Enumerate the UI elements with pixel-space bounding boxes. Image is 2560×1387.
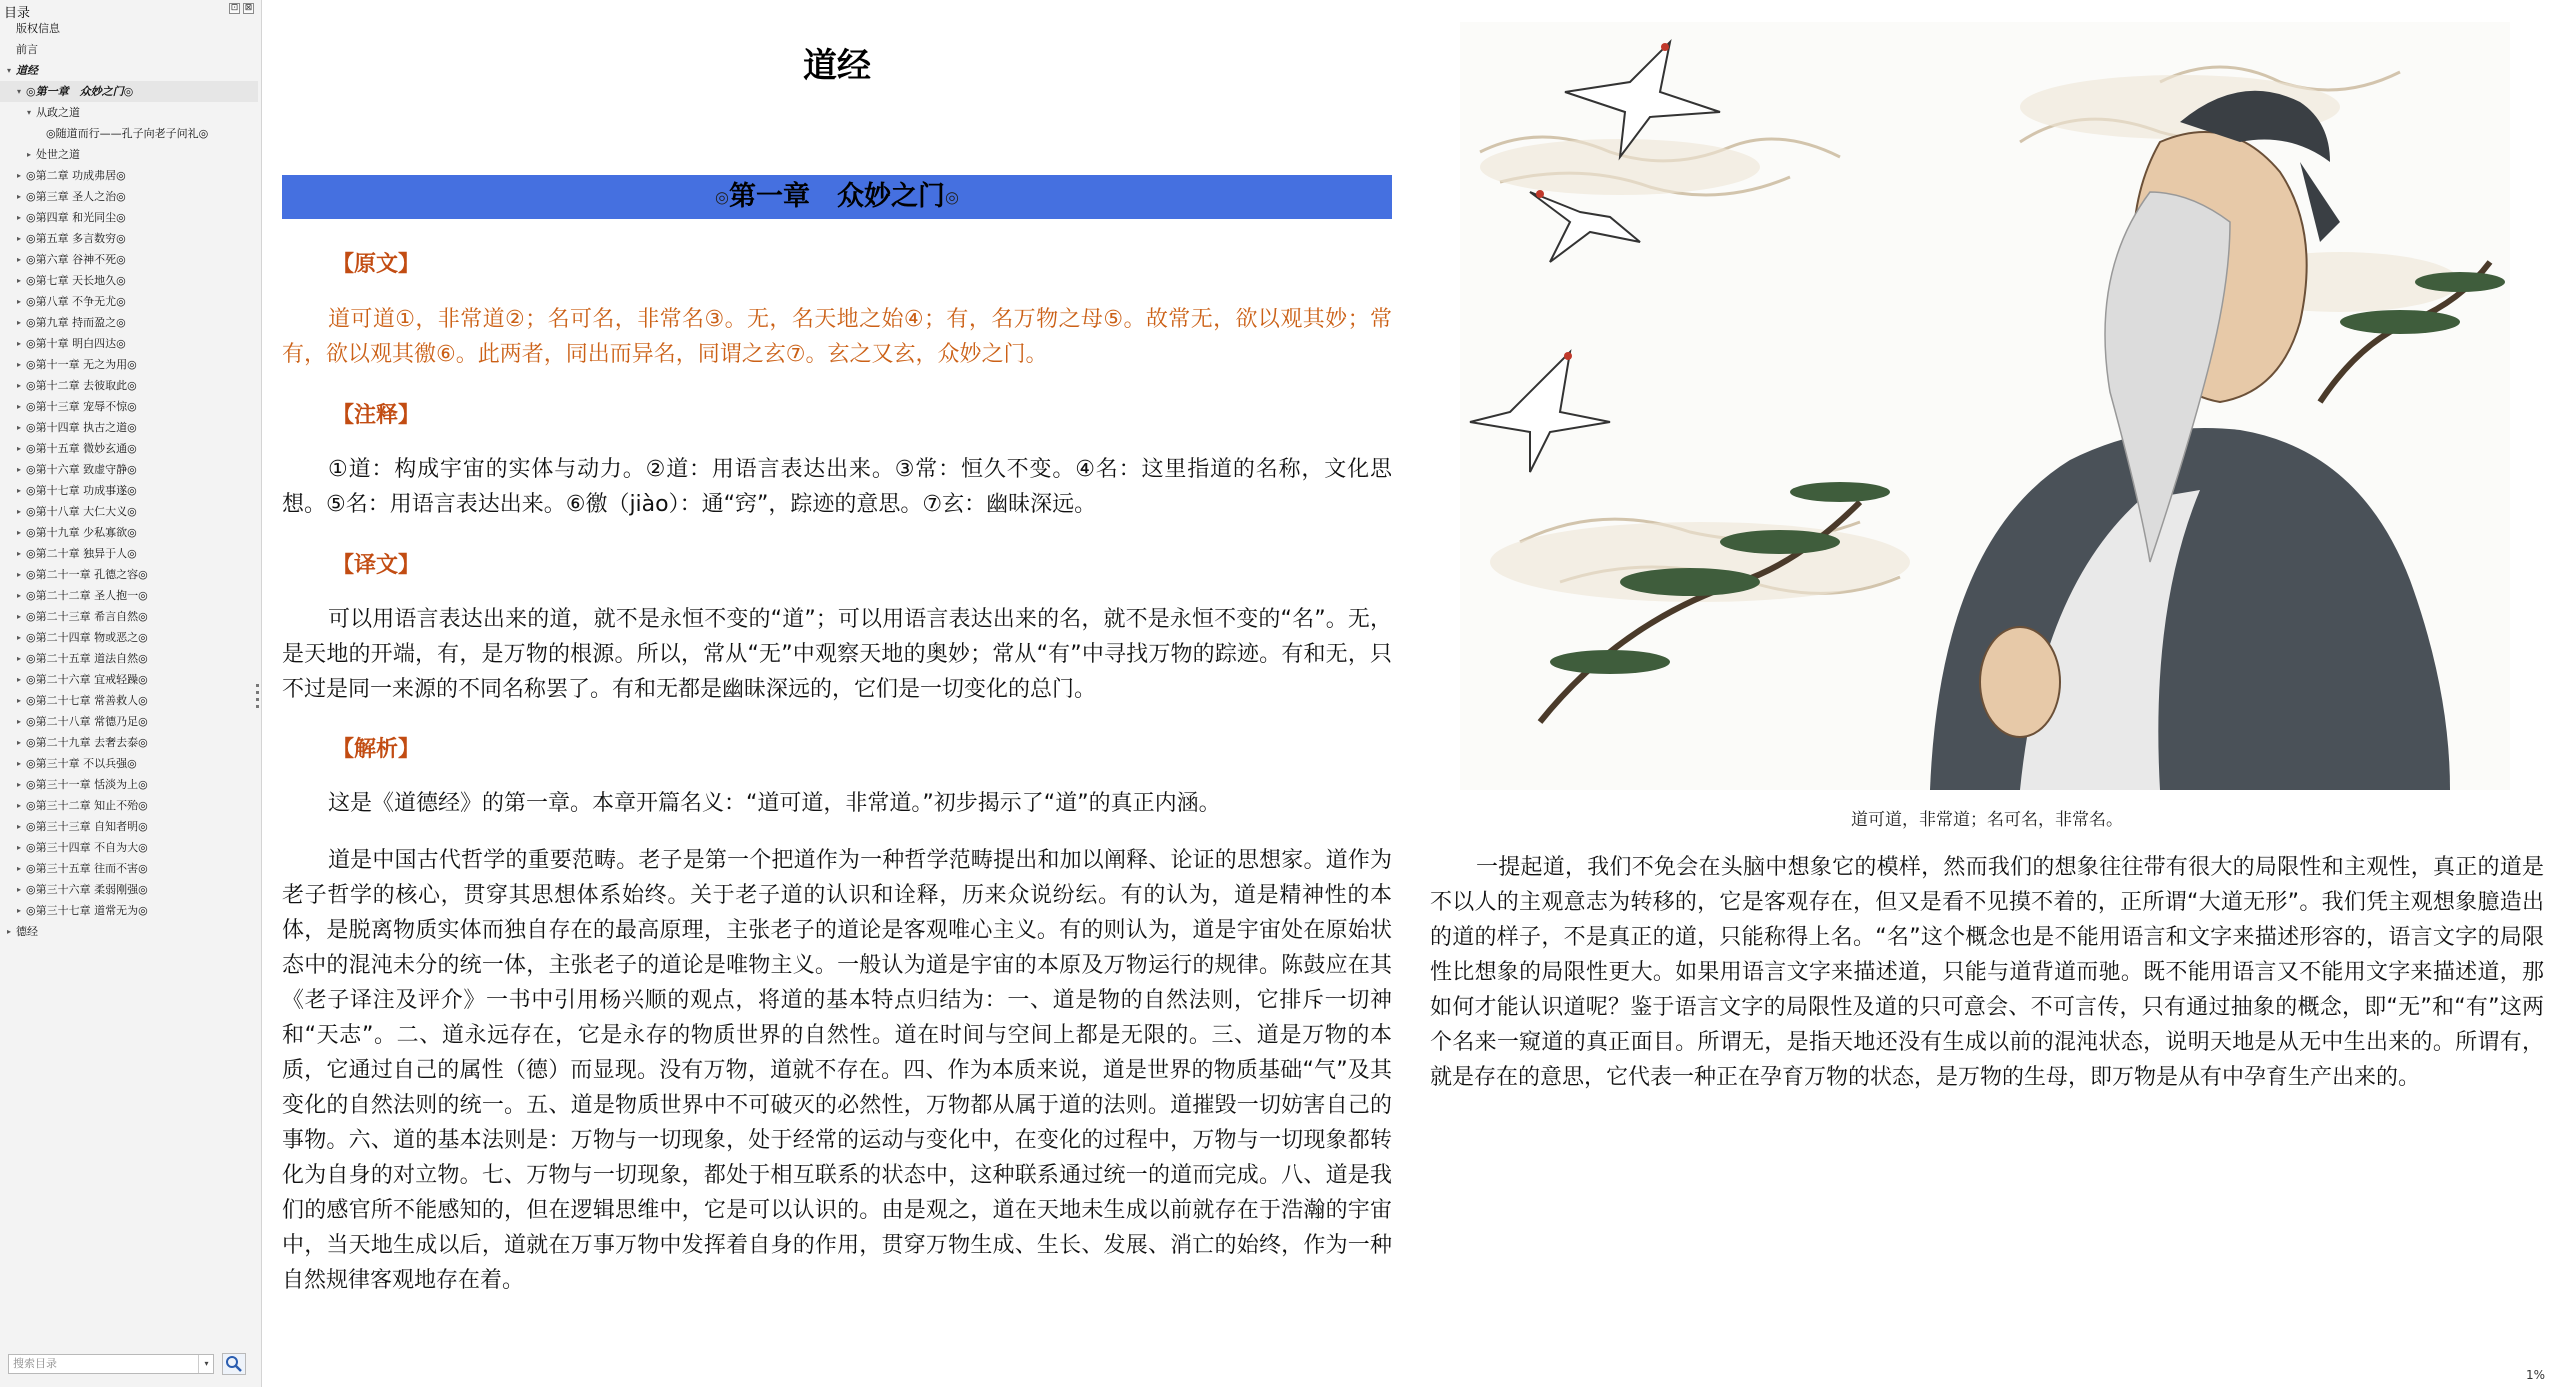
collapse-arrow-icon[interactable]: ▸ (16, 675, 21, 684)
toc-item[interactable] (0, 564, 258, 585)
toc-item-label: ◎第三十六章 柔弱刚强◎ (26, 883, 148, 896)
toc-item-label: 从政之道 (36, 106, 80, 119)
toc-item-label: ◎第八章 不争无尤◎ (26, 295, 126, 308)
collapse-arrow-icon[interactable]: ▸ (16, 780, 21, 789)
collapse-arrow-icon[interactable]: ▸ (16, 213, 21, 222)
toc-item-label: ◎第十三章 宠辱不惊◎ (26, 400, 137, 413)
original-text: 道可道①，非常道②；名可名，非常名③。无，名天地之始④；有，名万物之母⑤。故常无，欲以观其妙；常有，欲以观其徼⑥。此两者，同出而异名，同谓之玄⑦。玄之又玄，众妙之门。 (282, 307, 1392, 367)
collapse-arrow-icon[interactable]: ▸ (16, 801, 21, 810)
toc-item[interactable] (0, 879, 258, 900)
toc-item[interactable] (0, 312, 258, 333)
toc-item[interactable] (0, 837, 258, 858)
toc-tree (0, 18, 258, 942)
toc-item[interactable] (0, 60, 258, 81)
toc-item-label: ◎第九章 持而盈之◎ (26, 316, 126, 329)
toc-item[interactable] (0, 165, 258, 186)
analysis-paragraph-1: 这是《道德经》的第一章。本章开篇名义：“道可道，非常道。”初步揭示了“道”的真正内涵。 (328, 791, 1221, 816)
toc-item[interactable] (0, 711, 258, 732)
collapse-arrow-icon[interactable]: ▸ (6, 927, 11, 936)
toc-item-label: ◎第十八章 大仁大义◎ (26, 505, 137, 518)
toc-item-label: ◎第三十四章 不自为大◎ (26, 841, 148, 854)
toc-search-input[interactable]: 搜索目录 (8, 1354, 214, 1374)
collapse-arrow-icon[interactable]: ▸ (16, 696, 21, 705)
collapse-arrow-icon[interactable]: ▸ (16, 570, 21, 579)
toc-item[interactable] (0, 354, 258, 375)
collapse-arrow-icon[interactable]: ▸ (16, 402, 21, 411)
toc-item-label: 德经 (16, 925, 38, 938)
toc-item[interactable] (0, 39, 258, 60)
toc-item[interactable] (0, 81, 258, 102)
toc-item-label: ◎第三章 圣人之治◎ (26, 190, 126, 203)
collapse-arrow-icon[interactable]: ▸ (16, 507, 21, 516)
toc-item-label: ◎第十六章 致虚守静◎ (26, 463, 137, 476)
collapse-arrow-icon[interactable]: ▸ (16, 276, 21, 285)
toc-item-label: ◎第十九章 少私寡欲◎ (26, 526, 137, 539)
collapse-arrow-icon[interactable]: ▸ (16, 339, 21, 348)
search-icon (223, 1354, 245, 1374)
toc-item-label: ◎第十四章 执古之道◎ (26, 421, 137, 434)
toc-item[interactable] (0, 480, 258, 501)
toc-item-label: ◎第三十三章 自知者明◎ (26, 820, 148, 833)
toc-item[interactable] (0, 732, 258, 753)
toc-item-label: ◎第二十五章 道法自然◎ (26, 652, 148, 665)
toc-item[interactable] (0, 249, 258, 270)
collapse-arrow-icon[interactable]: ▸ (16, 906, 21, 915)
toc-item[interactable] (0, 648, 258, 669)
toc-item[interactable] (0, 417, 258, 438)
close-panel-icon[interactable]: ⊠ (244, 3, 253, 13)
collapse-arrow-icon[interactable]: ▸ (16, 822, 21, 831)
toc-item[interactable] (0, 921, 258, 942)
chapter-title: 第一章 众妙之门 (729, 181, 945, 212)
toc-item[interactable] (0, 690, 258, 711)
expand-arrow-icon[interactable]: ▾ (26, 108, 31, 117)
toc-item-label: ◎第五章 多言数穷◎ (26, 232, 126, 245)
collapse-arrow-icon[interactable]: ▸ (16, 297, 21, 306)
laozi-illustration (1460, 22, 2510, 790)
toc-item-label: ◎第六章 谷神不死◎ (26, 253, 126, 266)
toc-item[interactable] (0, 270, 258, 291)
book-title: 道经 (803, 46, 871, 86)
collapse-arrow-icon[interactable]: ▸ (26, 150, 31, 159)
toc-item-label: ◎随道而行——孔子向老子问礼◎ (46, 127, 209, 140)
toc-item[interactable] (0, 522, 258, 543)
toc-item[interactable] (0, 207, 258, 228)
toc-item[interactable] (0, 795, 258, 816)
toc-item-label: ◎第十五章 微妙玄通◎ (26, 442, 137, 455)
collapse-arrow-icon[interactable]: ▸ (16, 759, 21, 768)
collapse-arrow-icon[interactable]: ▸ (16, 633, 21, 642)
collapse-arrow-icon[interactable]: ▸ (16, 717, 21, 726)
toc-item-label: ◎第二章 功成弗居◎ (26, 169, 126, 182)
notes-heading: 【注释】 (332, 403, 421, 428)
collapse-arrow-icon[interactable]: ▸ (16, 255, 21, 264)
collapse-arrow-icon[interactable]: ▸ (16, 528, 21, 537)
toc-item[interactable] (0, 228, 258, 249)
panel-resize-handle[interactable] (256, 684, 260, 714)
toc-item-label: 处世之道 (36, 148, 80, 161)
collapse-arrow-icon[interactable]: ▸ (16, 549, 21, 558)
toc-item-label: ◎第二十章 独异于人◎ (26, 547, 137, 560)
chevron-down-icon[interactable]: ▾ (198, 1355, 214, 1373)
collapse-arrow-icon[interactable]: ▸ (16, 171, 21, 180)
translation-text: 可以用语言表达出来的道，就不是永恒不变的“道”；可以用语言表达出来的名，就不是永恒不变的“名”。无，是天地的开端，有，是万物的根源。所以，常从“无”中观察天地的奥妙；常从“有”中寻找万物的踪迹。有和无，只不过是同一来源的不同名称罢了。有和无都是幽昧深远的，它们是一切变化的总门。 (282, 607, 1392, 702)
collapse-arrow-icon[interactable]: ▸ (16, 654, 21, 663)
toc-item[interactable] (0, 459, 258, 480)
collapse-arrow-icon[interactable]: ▸ (16, 612, 21, 621)
search-button[interactable] (222, 1353, 246, 1375)
toc-item-label: ◎第十章 明白四达◎ (26, 337, 126, 350)
toc-item[interactable] (0, 186, 258, 207)
toc-item[interactable] (0, 585, 258, 606)
toc-item-label: ◎第二十七章 常善救人◎ (26, 694, 148, 707)
original-text-heading: 【原文】 (332, 252, 421, 277)
right-page (1430, 0, 2544, 1387)
toc-item-label: ◎第二十二章 圣人抱一◎ (26, 589, 148, 602)
toc-item[interactable] (0, 669, 258, 690)
translation-heading: 【译文】 (332, 553, 421, 578)
toc-item-label: ◎第二十八章 常德乃足◎ (26, 715, 148, 728)
toc-item-label: ◎第三十二章 知止不殆◎ (26, 799, 148, 812)
toc-item-label: ◎第二十一章 孔德之容◎ (26, 568, 148, 581)
toc-sidebar (0, 0, 262, 1387)
float-panel-icon[interactable]: ⊡ (230, 3, 239, 13)
zoom-indicator: 1% (2526, 1368, 2546, 1382)
toc-item-label: 道经 (16, 64, 38, 77)
chapter-ornament-right: ◎ (945, 187, 959, 207)
collapse-arrow-icon[interactable]: ▸ (16, 843, 21, 852)
chapter-ornament-left: ◎ (715, 187, 729, 207)
toc-item[interactable] (0, 291, 258, 312)
toc-item[interactable] (0, 900, 258, 921)
analysis-heading: 【解析】 (332, 737, 421, 762)
toc-item-label: ◎第十二章 去彼取此◎ (26, 379, 137, 392)
collapse-arrow-icon[interactable]: ▸ (16, 465, 21, 474)
toc-item-label: ◎第七章 天长地久◎ (26, 274, 126, 287)
toc-item[interactable] (0, 627, 258, 648)
toc-item-label: ◎第三十一章 恬淡为上◎ (26, 778, 148, 791)
toc-panel-title: 目录 (4, 6, 31, 21)
illustration-caption: 道可道，非常道；名可名，非常名。 (1851, 810, 2123, 830)
collapse-arrow-icon[interactable]: ▸ (16, 381, 21, 390)
collapse-arrow-icon[interactable]: ▸ (16, 864, 21, 873)
toc-item-label: ◎第三十五章 往而不害◎ (26, 862, 148, 875)
toc-item-label: ◎第二十六章 宜戒轻躁◎ (26, 673, 148, 686)
collapse-arrow-icon[interactable]: ▸ (16, 360, 21, 369)
toc-item-label: ◎第一章 众妙之门◎ (26, 85, 134, 98)
chapter-title-bar (282, 175, 1392, 219)
toc-item[interactable] (0, 375, 258, 396)
toc-item[interactable] (0, 333, 258, 354)
left-page (282, 0, 1392, 1387)
notes-text: ①道：构成宇宙的实体与动力。②道：用语言表达出来。③常：恒久不变。④名：这里指道的名称，文化思想。⑤名：用语言表达出来。⑥徼（jiào）：通“窍”，踪迹的意思。⑦玄：幽昧深远。 (282, 457, 1392, 517)
toc-item[interactable] (0, 858, 258, 879)
toc-item[interactable] (0, 816, 258, 837)
collapse-arrow-icon[interactable]: ▸ (16, 234, 21, 243)
toc-item[interactable] (0, 501, 258, 522)
toc-item[interactable] (0, 438, 258, 459)
toc-item-label: ◎第三十七章 道常无为◎ (26, 904, 148, 917)
toc-item-label: ◎第十七章 功成事遂◎ (26, 484, 137, 497)
toc-item[interactable] (0, 753, 258, 774)
toc-item[interactable] (0, 543, 258, 564)
toc-item-label: 版权信息 (16, 22, 60, 35)
toc-item[interactable] (0, 606, 258, 627)
toc-item[interactable] (0, 144, 258, 165)
expand-arrow-icon[interactable]: ▾ (6, 66, 11, 75)
toc-item-label: ◎第二十四章 物或恶之◎ (26, 631, 148, 644)
collapse-arrow-icon[interactable]: ▸ (16, 318, 21, 327)
collapse-arrow-icon[interactable]: ▸ (16, 591, 21, 600)
toc-item-label: ◎第二十三章 希言自然◎ (26, 610, 148, 623)
collapse-arrow-icon[interactable]: ▸ (16, 486, 21, 495)
collapse-arrow-icon[interactable]: ▸ (16, 192, 21, 201)
commentary-paragraph: 一提起道，我们不免会在头脑中想象它的模样，然而我们的想象往往带有很大的局限性和主观性，真正的道是不以人的主观意志为转移的，它是客观存在，但又是看不见摸不着的，正所谓“大道无形”。我们凭主观想象臆造出的道的样子，不是真正的道，只能称得上名。“名”这个概念也是不能用语言和文字来描述形容的，语言文字的局限性比想象的局限性更大。如果用语言文字来描述道，只能与道背道而驰。既不能用语言又不能用文字来描述道，那如何才能认识道呢？鉴于语言文字的局限性及道的只可意会、不可言传，只有通过抽象的概念，即“无”和“有”这两个名来一窥道的真正面目。所谓无，是指天地还没有生成以前的混沌状态，说明天地是从无中生出来的。所谓有，就是存在的意思，它代表一种正在孕育万物的状态，是万物的生母，即万物是从有中孕育生产出来的。 (1430, 855, 2544, 1090)
collapse-arrow-icon[interactable]: ▸ (16, 444, 21, 453)
toc-item-label: ◎第三十章 不以兵强◎ (26, 757, 137, 770)
toc-item[interactable] (0, 774, 258, 795)
analysis-paragraph-2: 道是中国古代哲学的重要范畴。老子是第一个把道作为一种哲学范畴提出和加以阐释、论证的思想家。道作为老子哲学的核心，贯穿其思想体系始终。关于老子道的认识和诠释，历来众说纷纭。有的认为，道是精神性的本体，是脱离物质实体而独自存在的最高原理，主张老子的道论是客观唯心主义。有的则认为，道是宇宙处在原始状态中的混沌未分的统一体，主张老子的道论是唯物主义。一般认为道是宇宙的本原及万物运行的规律。陈鼓应在其《老子译注及评介》一书中引用杨兴顺的观点，将道的基本特点归结为：一、道是物的自然法则，它排斥一切神和“天志”。二、道永远存在，它是永存的物质世界的自然性。道在时间与空间上都是无限的。三、道是万物的本质，它通过自己的属性（德）而显现。没有万物，道就不存在。四、作为本质来说，道是世界的物质基础“气”及其变化的自然法则的统一。五、道是物质世界中不可破灭的必然性，万物都从属于道的法则。道摧毁一切妨害自己的事物。六、道的基本法则是：万物与一切现象，处于经常的运动与变化中，在变化的过程中，万物与一切现象都转化为自身的对立物。七、万物与一切现象，都处于相互联系的状态中，这种联系通过统一的道而完成。八、道是我们的感官所不能感知的，但在逻辑思维中，它是可以认识的。由是观之，道在天地未生成以前就存在于浩瀚的宇宙中，当天地生成以后，道就在万事万物中发挥着自身的作用，贯穿万物生成、生长、发展、消亡的始终，作为一种自然规律客观地存在着。 (282, 848, 1392, 1293)
collapse-arrow-icon[interactable]: ▸ (16, 885, 21, 894)
toc-item[interactable] (0, 396, 258, 417)
toc-item[interactable] (0, 123, 258, 144)
toc-item[interactable] (0, 18, 258, 39)
toc-item-label: ◎第二十九章 去奢去泰◎ (26, 736, 148, 749)
collapse-arrow-icon[interactable]: ▸ (16, 423, 21, 432)
toc-item-label: ◎第十一章 无之为用◎ (26, 358, 137, 371)
toc-item-label: ◎第四章 和光同尘◎ (26, 211, 126, 224)
toc-item-label: 前言 (16, 43, 38, 56)
collapse-arrow-icon[interactable]: ▸ (16, 738, 21, 747)
toc-item[interactable] (0, 102, 258, 123)
expand-arrow-icon[interactable]: ▾ (16, 87, 21, 96)
